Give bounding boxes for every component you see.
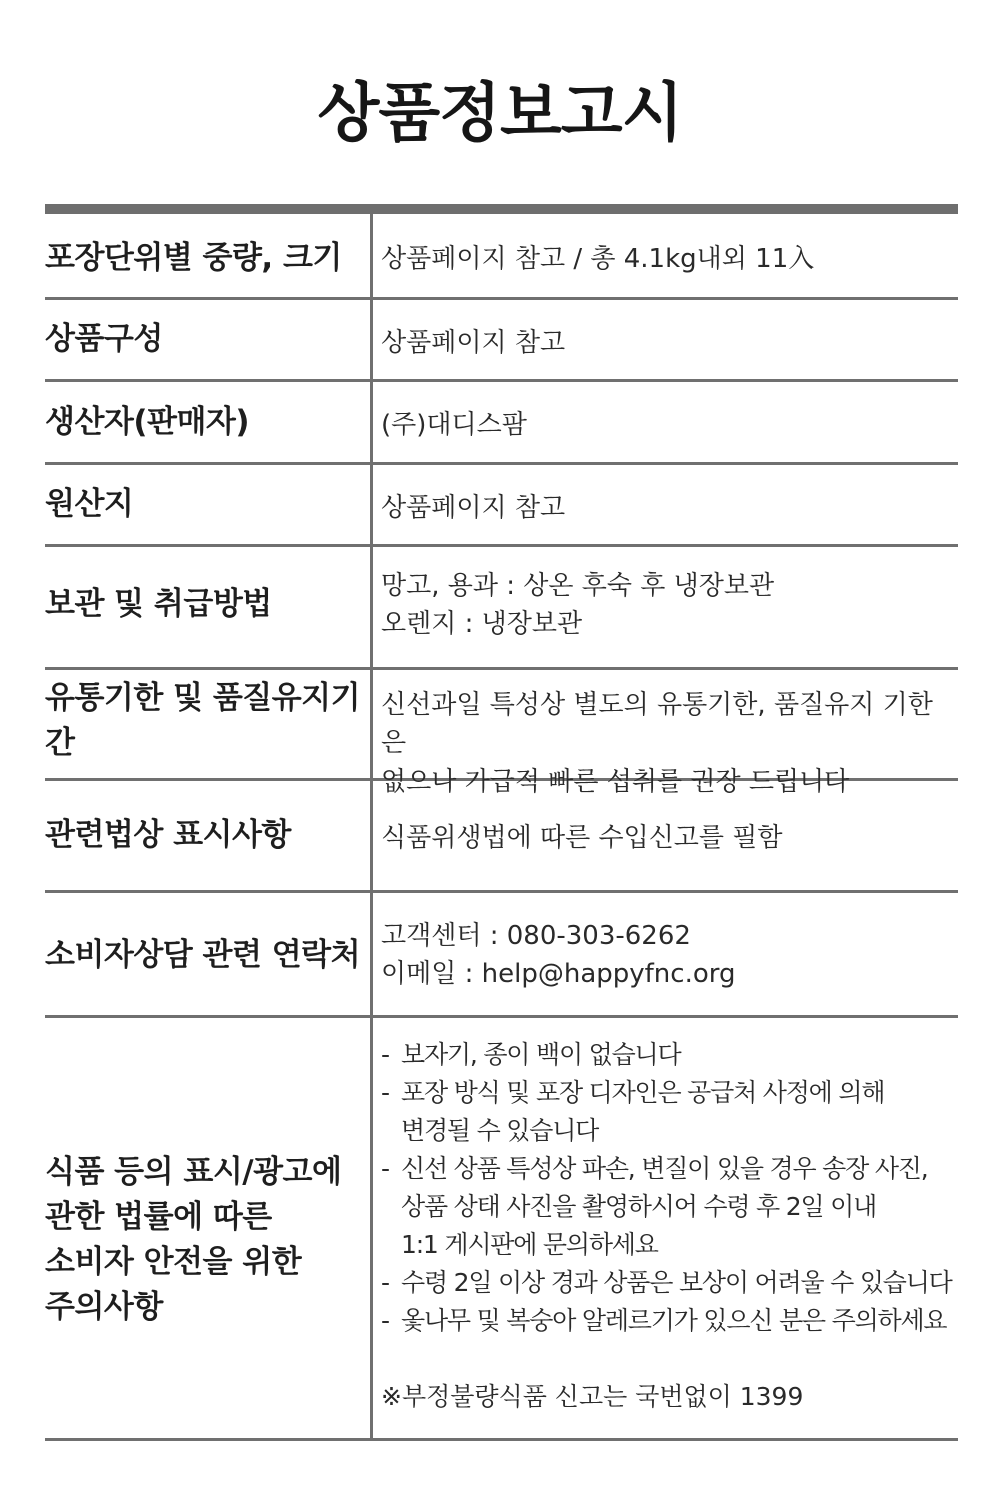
list-item bbox=[381, 1036, 958, 1074]
table-row-expiry bbox=[45, 670, 958, 797]
row-label: 유통기한 및 품질유지기간 bbox=[45, 670, 373, 778]
list-item bbox=[381, 1264, 958, 1302]
row-label: 포장단위별 중량, 크기 bbox=[45, 214, 373, 297]
bullet-dash: - bbox=[381, 1306, 389, 1335]
row-value-line: 망고, 용과 : 상온 후숙 후 냉장보관 bbox=[381, 571, 775, 601]
row-label: 보관 및 취급방법 bbox=[45, 547, 373, 667]
table-row-origin bbox=[45, 465, 958, 547]
row-label: 생산자(판매자) bbox=[45, 382, 373, 462]
header-divider bbox=[45, 204, 958, 214]
table-row-composition bbox=[45, 300, 958, 382]
table-row-contact bbox=[45, 893, 958, 1018]
report-notice: ※부정불량식품 신고는 국번없이 1399 bbox=[381, 1382, 804, 1411]
row-label: 식품 등의 표시/광고에 관한 법률에 따른 소비자 안전을 위한 주의사항 bbox=[45, 1018, 373, 1438]
notice-text: 포장 방식 및 포장 디자인은 공급처 사정에 의해 변경될 수 있습니다 bbox=[401, 1078, 885, 1145]
bullet-dash: - bbox=[381, 1040, 389, 1069]
table-row-legal-notice bbox=[45, 781, 958, 893]
table-row-storage bbox=[45, 547, 958, 670]
bullet-dash: - bbox=[381, 1268, 389, 1297]
row-value-line: 신선과일 특성상 별도의 유통기한, 품질유지 기한은 bbox=[381, 690, 933, 759]
page-title: 상품정보고시 bbox=[317, 77, 683, 151]
notice-text: 신선 상품 특성상 파손, 변질이 있을 경우 송장 사진, 상품 상태 사진을 촬영하시어 수령 후 2일 이내 1:1 게시판에 문의하세요 bbox=[401, 1154, 928, 1259]
row-value-line: 없으나 가급적 빠른 섭취를 권장 드립니다 bbox=[381, 766, 850, 797]
row-value: 상품페이지 참고 bbox=[381, 493, 566, 523]
bullet-dash: - bbox=[381, 1154, 389, 1183]
row-label: 소비자상담 관련 연락처 bbox=[45, 893, 373, 1015]
list-item bbox=[381, 1074, 958, 1150]
row-value-line: 오렌지 : 냉장보관 bbox=[381, 609, 583, 640]
row-label: 관련법상 표시사항 bbox=[45, 781, 373, 890]
notice-text: 수령 2일 이상 경과 상품은 보상이 어려울 수 있습니다 bbox=[401, 1268, 952, 1297]
bullet-dash: - bbox=[381, 1078, 389, 1107]
notice-text: 옻나무 및 복숭아 알레르기가 있으신 분은 주의하세요 bbox=[401, 1306, 947, 1335]
row-label: 원산지 bbox=[45, 465, 373, 544]
notice-text: 보자기, 종이 백이 없습니다 bbox=[401, 1040, 681, 1069]
row-value: 상품페이지 참고 bbox=[381, 328, 566, 358]
table-row-safety-notice bbox=[45, 1018, 958, 1441]
row-value: 식품위생법에 따른 수입신고를 필함 bbox=[381, 823, 783, 853]
product-info-table bbox=[45, 214, 958, 1441]
list-item bbox=[381, 1302, 958, 1340]
row-value: 상품페이지 참고 / 총 4.1kg내외 11入 bbox=[381, 244, 815, 274]
customer-center-phone: 고객센터 : 080-303-6262 bbox=[381, 921, 691, 951]
table-row-producer bbox=[45, 382, 958, 465]
customer-email: 이메일 : help@happyfnc.org bbox=[381, 959, 736, 990]
row-value: (주)대디스팜 bbox=[381, 410, 527, 440]
list-item bbox=[381, 1150, 958, 1264]
notice-list bbox=[381, 1036, 958, 1340]
row-label: 상품구성 bbox=[45, 300, 373, 379]
table-row-weight-size bbox=[45, 214, 958, 300]
